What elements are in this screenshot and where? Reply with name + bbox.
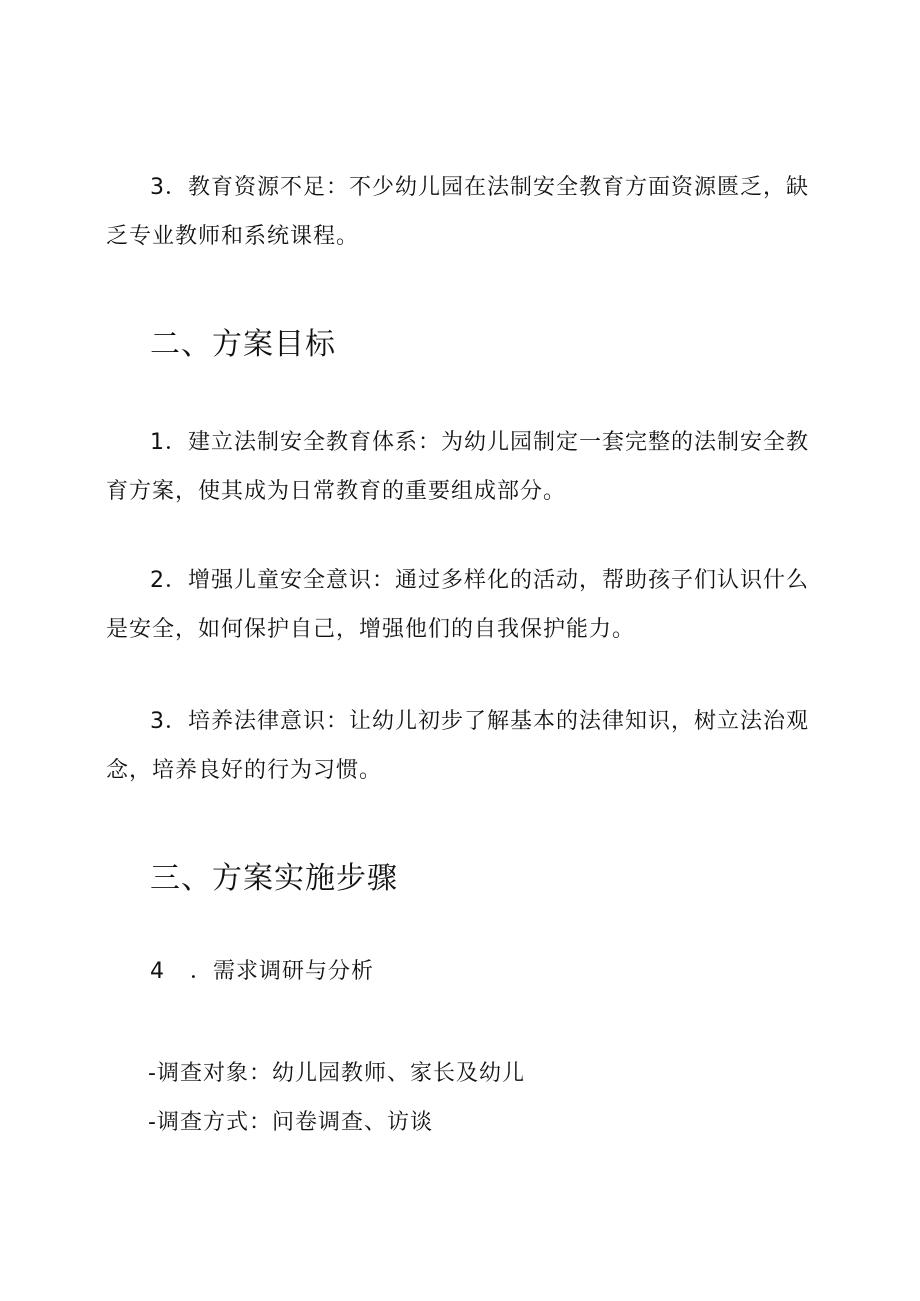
- paragraph-goal-3: 3．培养法律意识：让幼儿初步了解基本的法律知识，树立法治观念，培养良好的行为习惯。: [106, 709, 809, 783]
- step-4-title: ．需求调研与分析: [190, 959, 375, 984]
- paragraph-resources-insufficient: 3．教育资源不足：不少幼儿园在法制安全教育方面资源匮乏，缺乏专业教师和系统课程。: [106, 175, 809, 249]
- heading-plan-goals: 二、方案目标: [150, 327, 336, 362]
- paragraph-goal-1: 1．建立法制安全教育体系：为幼儿园制定一套完整的法制安全教育方案，使其成为日常教育的重要组成部分。: [106, 430, 809, 504]
- paragraph-goal-2: 2．增强儿童安全意识：通过多样化的活动，帮助孩子们认识什么是安全，如何保护自己，增强他们的自我保护能力。: [106, 568, 809, 642]
- step-4-line: [150, 956, 374, 988]
- bullet-survey-targets: -调查对象：幼儿园教师、家长及幼儿: [148, 1061, 525, 1086]
- heading-implementation-steps: 三、方案实施步骤: [150, 861, 398, 896]
- bullet-survey-methods: -调查方式：问卷调查、访谈: [148, 1110, 433, 1135]
- step-4-number: 4: [150, 959, 165, 984]
